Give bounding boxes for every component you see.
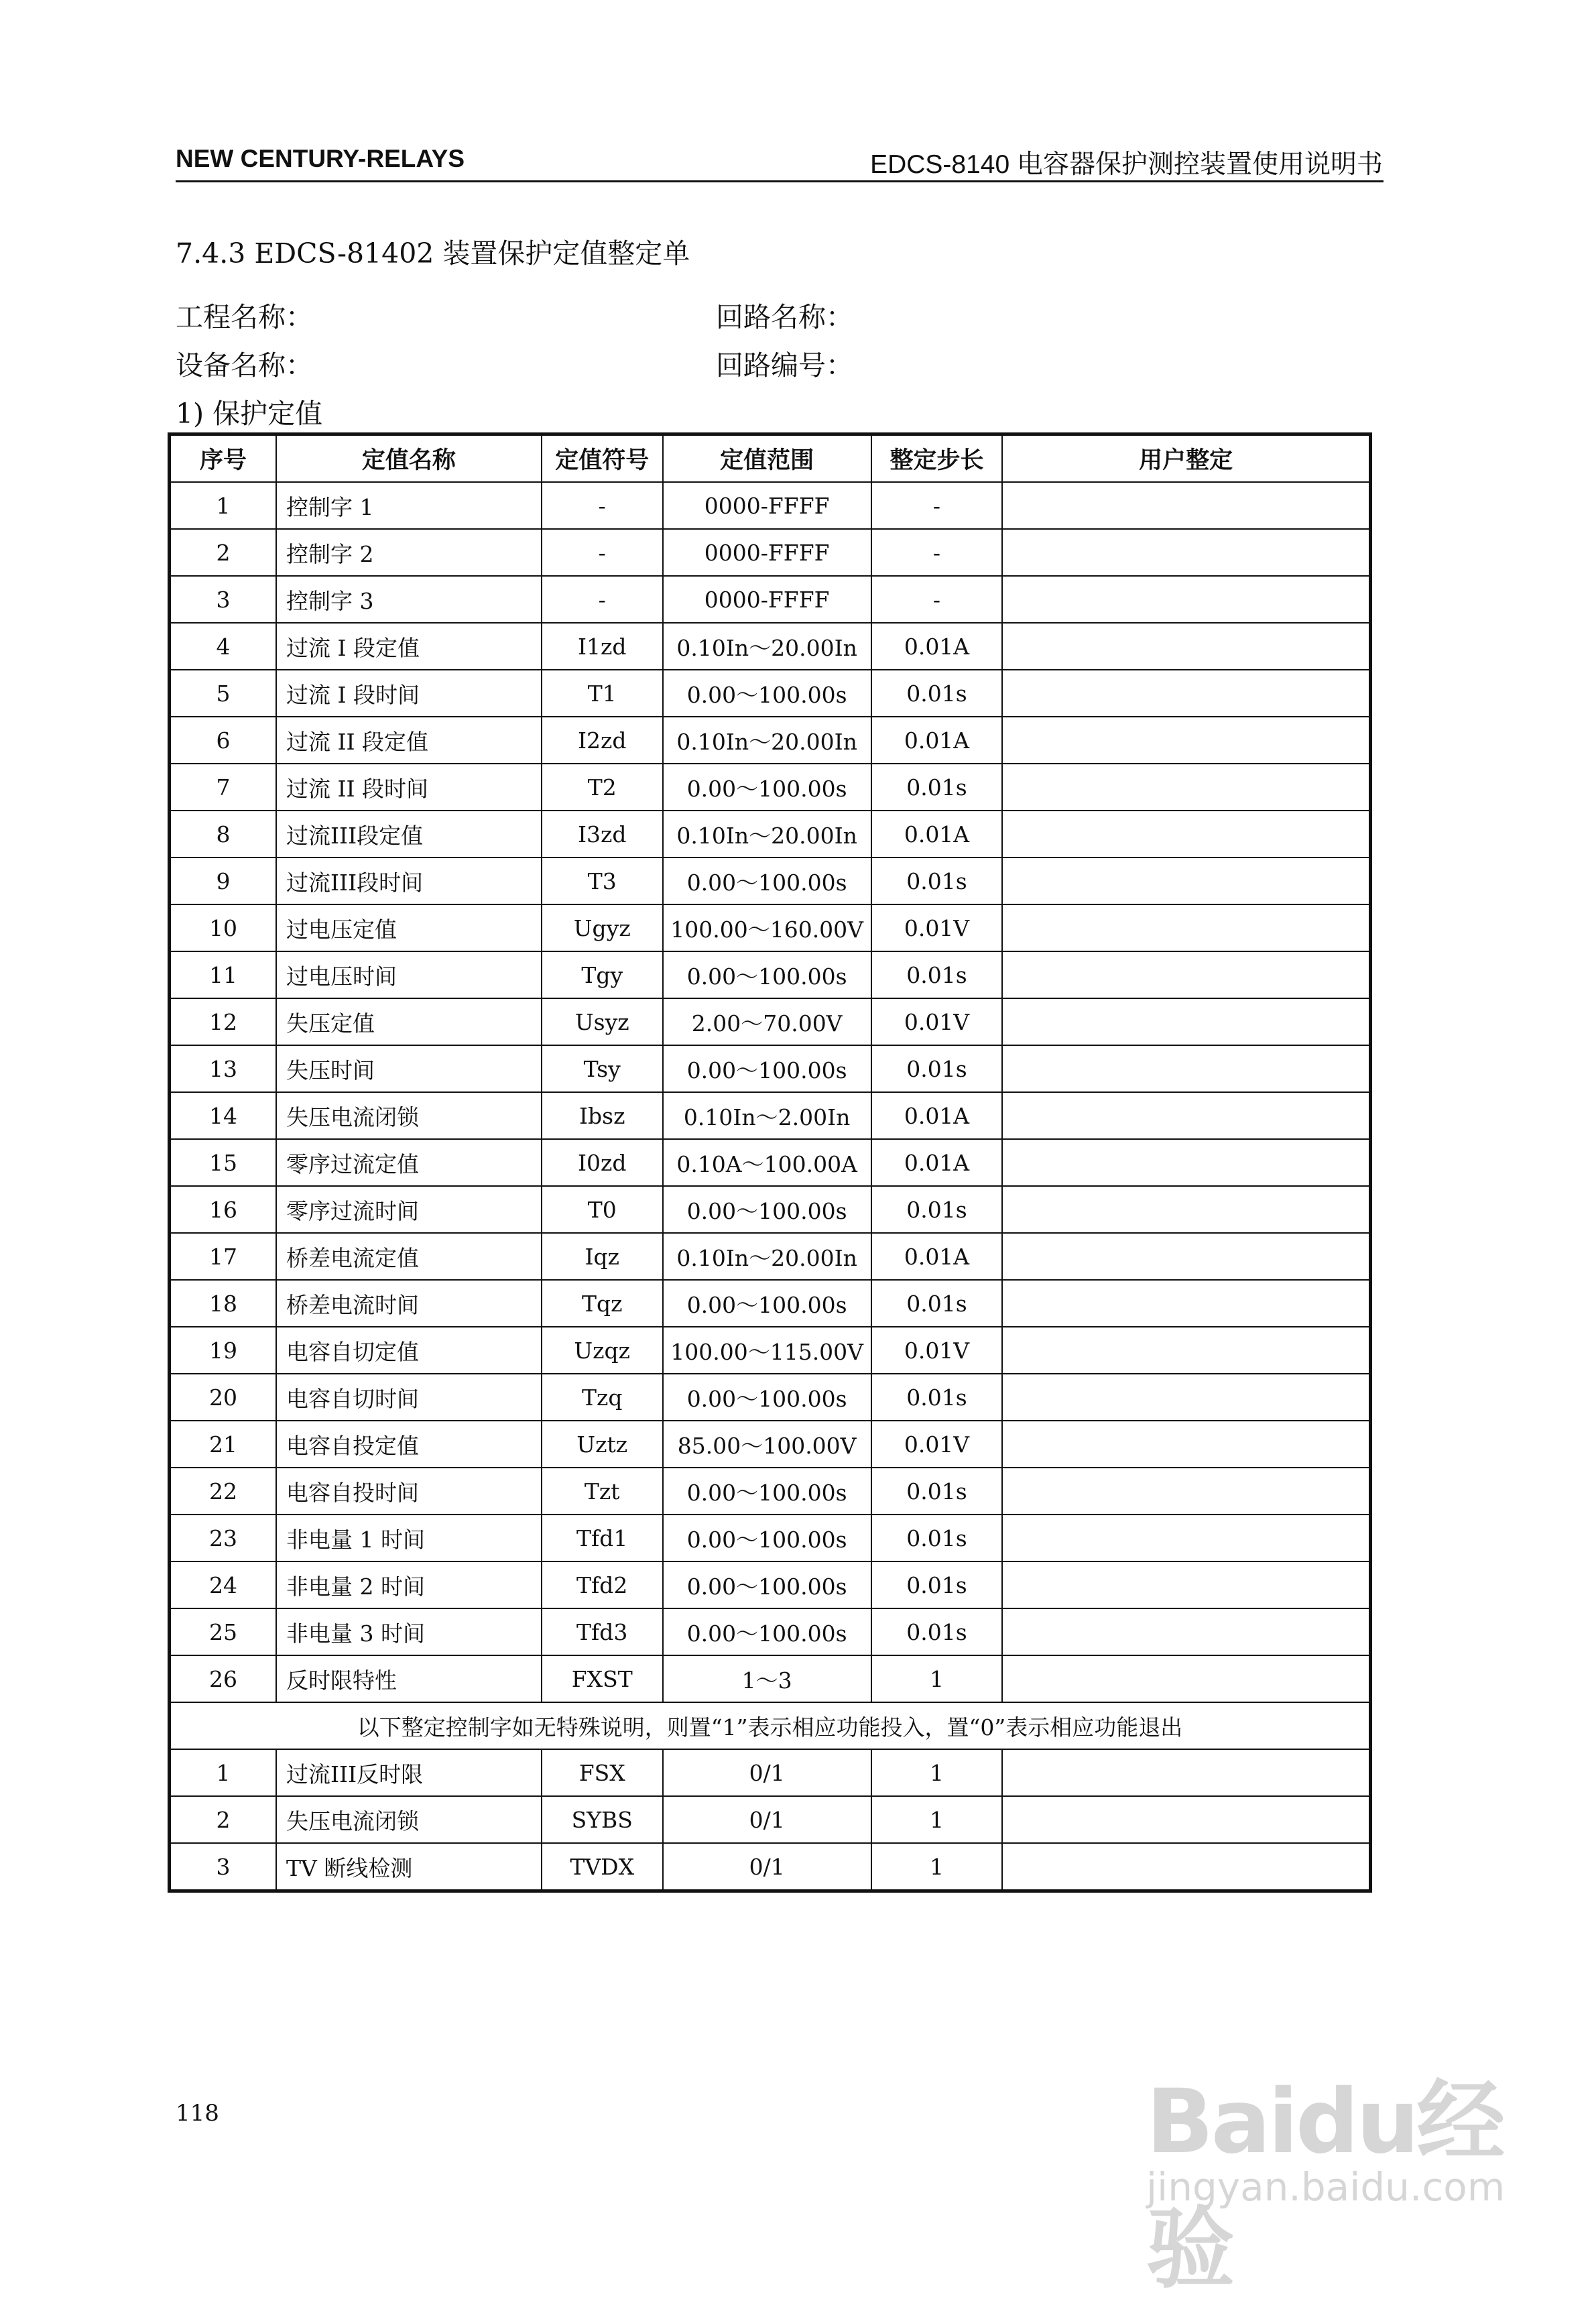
cell-name: 过流 I 段定值: [276, 623, 542, 670]
cell-user-setting: [1002, 1796, 1370, 1843]
cell-range: 0.00～100.00s: [663, 1280, 871, 1327]
cell-range: 0.10In～20.00In: [663, 717, 871, 764]
cell-user-setting: [1002, 1139, 1370, 1186]
cell-range: 1～3: [663, 1655, 871, 1702]
cell-name: 过流 I 段时间: [276, 670, 542, 717]
cell-name: 反时限特性: [276, 1655, 542, 1702]
cell-seq: 17: [170, 1233, 277, 1280]
cell-symbol: Uzqz: [542, 1327, 663, 1374]
cell-name: 零序过流定值: [276, 1139, 542, 1186]
cell-name: 控制字 3: [276, 576, 542, 623]
table-row: [170, 998, 1371, 1045]
cell-range: 0.00～100.00s: [663, 670, 871, 717]
cell-seq: 12: [170, 998, 277, 1045]
cell-name: 失压时间: [276, 1045, 542, 1092]
cell-seq: 6: [170, 717, 277, 764]
cell-name: 非电量 1 时间: [276, 1515, 542, 1561]
cell-symbol: Ugyz: [542, 904, 663, 951]
cell-range: 0.00～100.00s: [663, 951, 871, 998]
table-row: [170, 1561, 1371, 1608]
cell-seq: 19: [170, 1327, 277, 1374]
cell-symbol: Usyz: [542, 998, 663, 1045]
cell-range: 0/1: [663, 1796, 871, 1843]
cell-symbol: T2: [542, 764, 663, 811]
cell-step: 0.01s: [871, 1374, 1003, 1421]
cell-user-setting: [1002, 670, 1370, 717]
header-rule: [176, 180, 1384, 182]
cell-range: 0.00～100.00s: [663, 764, 871, 811]
control-word-row: [170, 1749, 1371, 1796]
cell-name: 过流 II 段定值: [276, 717, 542, 764]
cell-range: 0.00～100.00s: [663, 1515, 871, 1561]
cell-seq: 11: [170, 951, 277, 998]
cell-range: 100.00～115.00V: [663, 1327, 871, 1374]
cell-user-setting: [1002, 1045, 1370, 1092]
table-row: [170, 1468, 1371, 1515]
cell-step: 1: [871, 1796, 1003, 1843]
table-row: [170, 576, 1371, 623]
cell-seq: 4: [170, 623, 277, 670]
cell-step: 0.01A: [871, 1092, 1003, 1139]
cell-symbol: SYBS: [542, 1796, 663, 1843]
cell-name: 过流III段时间: [276, 858, 542, 904]
cell-user-setting: [1002, 1186, 1370, 1233]
cell-range: 0.10In～2.00In: [663, 1092, 871, 1139]
loop-name-label: 回路名称：: [716, 301, 853, 333]
cell-user-setting: [1002, 576, 1370, 623]
cell-user-setting: [1002, 529, 1370, 576]
cell-user-setting: [1002, 1468, 1370, 1515]
cell-seq: 8: [170, 811, 277, 858]
cell-symbol: TVDX: [542, 1843, 663, 1891]
cell-name: 过流III段定值: [276, 811, 542, 858]
cell-symbol: T3: [542, 858, 663, 904]
cell-seq: 22: [170, 1468, 277, 1515]
cell-user-setting: [1002, 1374, 1370, 1421]
cell-step: 0.01s: [871, 1468, 1003, 1515]
table-row: [170, 529, 1371, 576]
cell-seq: 1: [170, 1749, 277, 1796]
cell-seq: 15: [170, 1139, 277, 1186]
column-header-name: 定值名称: [276, 434, 542, 483]
cell-step: 0.01s: [871, 951, 1003, 998]
cell-range: 0.00～100.00s: [663, 1186, 871, 1233]
cell-seq: 3: [170, 1843, 277, 1891]
cell-step: 0.01s: [871, 1515, 1003, 1561]
cell-range: 0000-FFFF: [663, 529, 871, 576]
cell-range: 100.00～160.00V: [663, 904, 871, 951]
cell-symbol: I1zd: [542, 623, 663, 670]
cell-seq: 14: [170, 1092, 277, 1139]
column-header-range: 定值范围: [663, 434, 871, 483]
cell-range: 0.10In～20.00In: [663, 623, 871, 670]
cell-seq: 10: [170, 904, 277, 951]
cell-seq: 26: [170, 1655, 277, 1702]
cell-name: 过流III反时限: [276, 1749, 542, 1796]
column-header-user-setting: 用户整定: [1002, 434, 1370, 483]
table-row: [170, 1092, 1371, 1139]
cell-user-setting: [1002, 764, 1370, 811]
cell-name: 零序过流时间: [276, 1186, 542, 1233]
control-word-note-row: [170, 1702, 1371, 1749]
cell-name: 失压电流闭锁: [276, 1092, 542, 1139]
cell-user-setting: [1002, 1233, 1370, 1280]
cell-user-setting: [1002, 1421, 1370, 1468]
device-name-label: 设备名称：: [176, 349, 313, 381]
cell-step: 0.01V: [871, 904, 1003, 951]
cell-range: 0/1: [663, 1749, 871, 1796]
cell-range: 0000-FFFF: [663, 576, 871, 623]
loop-number-label: 回路编号：: [716, 349, 853, 381]
cell-symbol: Ibsz: [542, 1092, 663, 1139]
cell-seq: 5: [170, 670, 277, 717]
cell-user-setting: [1002, 811, 1370, 858]
cell-range: 0000-FFFF: [663, 482, 871, 529]
cell-name: 非电量 3 时间: [276, 1608, 542, 1655]
table-row: [170, 1515, 1371, 1561]
watermark-logo-text: Baidu经验: [1146, 2070, 1503, 2301]
cell-seq: 16: [170, 1186, 277, 1233]
cell-step: 0.01s: [871, 1280, 1003, 1327]
table-row: [170, 717, 1371, 764]
cell-seq: 21: [170, 1421, 277, 1468]
cell-seq: 2: [170, 529, 277, 576]
cell-name: 控制字 2: [276, 529, 542, 576]
cell-symbol: Iqz: [542, 1233, 663, 1280]
table-row: [170, 1327, 1371, 1374]
cell-user-setting: [1002, 951, 1370, 998]
cell-symbol: Uztz: [542, 1421, 663, 1468]
cell-step: 0.01A: [871, 717, 1003, 764]
cell-symbol: T1: [542, 670, 663, 717]
cell-name: 电容自投定值: [276, 1421, 542, 1468]
cell-name: 电容自投时间: [276, 1468, 542, 1515]
cell-step: 0.01s: [871, 858, 1003, 904]
cell-user-setting: [1002, 1561, 1370, 1608]
settings-table: [168, 432, 1372, 1893]
cell-user-setting: [1002, 717, 1370, 764]
cell-symbol: FSX: [542, 1749, 663, 1796]
cell-step: 0.01A: [871, 1139, 1003, 1186]
cell-user-setting: [1002, 482, 1370, 529]
cell-step: 1: [871, 1655, 1003, 1702]
cell-symbol: Tsy: [542, 1045, 663, 1092]
cell-step: 0.01s: [871, 1045, 1003, 1092]
cell-seq: 24: [170, 1561, 277, 1608]
cell-step: -: [871, 576, 1003, 623]
table-row: [170, 1045, 1371, 1092]
cell-user-setting: [1002, 1843, 1370, 1891]
cell-seq: 2: [170, 1796, 277, 1843]
cell-range: 0.10A～100.00A: [663, 1139, 871, 1186]
settings-table-body: [170, 482, 1371, 1891]
cell-range: 0.10In～20.00In: [663, 811, 871, 858]
cell-symbol: I3zd: [542, 811, 663, 858]
cell-seq: 3: [170, 576, 277, 623]
cell-range: 2.00～70.00V: [663, 998, 871, 1045]
cell-range: 0.00～100.00s: [663, 1374, 871, 1421]
cell-user-setting: [1002, 858, 1370, 904]
cell-symbol: -: [542, 576, 663, 623]
cell-range: 0/1: [663, 1843, 871, 1891]
cell-step: 0.01V: [871, 998, 1003, 1045]
control-word-note: 以下整定控制字如无特殊说明，则置“1”表示相应功能投入，置“0”表示相应功能退出: [170, 1702, 1371, 1749]
table-row: [170, 1186, 1371, 1233]
cell-user-setting: [1002, 623, 1370, 670]
cell-seq: 1: [170, 482, 277, 529]
cell-seq: 20: [170, 1374, 277, 1421]
cell-seq: 13: [170, 1045, 277, 1092]
column-header-step: 整定步长: [871, 434, 1003, 483]
table-row: [170, 811, 1371, 858]
cell-name: 过电压时间: [276, 951, 542, 998]
cell-name: TV 断线检测: [276, 1843, 542, 1891]
subheading-protection-settings: 1) 保护定值: [176, 398, 323, 430]
cell-name: 桥差电流时间: [276, 1280, 542, 1327]
table-row: [170, 1374, 1371, 1421]
header-document-title: EDCS-8140 电容器保护测控装置使用说明书: [870, 150, 1383, 179]
table-row: [170, 1421, 1371, 1468]
table-row: [170, 1608, 1371, 1655]
cell-symbol: Tfd3: [542, 1608, 663, 1655]
cell-seq: 7: [170, 764, 277, 811]
cell-user-setting: [1002, 1608, 1370, 1655]
cell-symbol: Tzq: [542, 1374, 663, 1421]
header-company: NEW CENTURY-RELAYS: [176, 145, 465, 172]
cell-user-setting: [1002, 1515, 1370, 1561]
cell-user-setting: [1002, 998, 1370, 1045]
cell-range: 0.00～100.00s: [663, 858, 871, 904]
cell-range: 0.00～100.00s: [663, 1561, 871, 1608]
cell-user-setting: [1002, 1280, 1370, 1327]
cell-name: 电容自切定值: [276, 1327, 542, 1374]
cell-step: -: [871, 482, 1003, 529]
cell-symbol: I0zd: [542, 1139, 663, 1186]
cell-name: 非电量 2 时间: [276, 1561, 542, 1608]
table-row: [170, 764, 1371, 811]
table-row: [170, 904, 1371, 951]
cell-range: 0.00～100.00s: [663, 1608, 871, 1655]
cell-name: 失压定值: [276, 998, 542, 1045]
cell-symbol: Tqz: [542, 1280, 663, 1327]
cell-symbol: I2zd: [542, 717, 663, 764]
baidu-watermark: [1133, 2044, 1508, 2301]
table-row: [170, 623, 1371, 670]
cell-step: 0.01s: [871, 1186, 1003, 1233]
table-row: [170, 1655, 1371, 1702]
cell-user-setting: [1002, 1327, 1370, 1374]
cell-user-setting: [1002, 904, 1370, 951]
cell-step: 0.01s: [871, 1608, 1003, 1655]
cell-symbol: Tgy: [542, 951, 663, 998]
control-word-row: [170, 1843, 1371, 1891]
cell-name: 桥差电流定值: [276, 1233, 542, 1280]
cell-seq: 18: [170, 1280, 277, 1327]
table-row: [170, 482, 1371, 529]
table-row: [170, 951, 1371, 998]
cell-step: 1: [871, 1749, 1003, 1796]
project-name-label: 工程名称：: [176, 301, 313, 333]
cell-user-setting: [1002, 1092, 1370, 1139]
control-word-row: [170, 1796, 1371, 1843]
table-row: [170, 858, 1371, 904]
cell-name: 过电压定值: [276, 904, 542, 951]
table-header-row: [170, 434, 1371, 483]
cell-name: 失压电流闭锁: [276, 1796, 542, 1843]
section-title: 7.4.3 EDCS-81402 装置保护定值整定单: [176, 237, 690, 270]
cell-step: 0.01A: [871, 1233, 1003, 1280]
page-number: 118: [176, 2100, 219, 2127]
cell-range: 0.10In～20.00In: [663, 1233, 871, 1280]
cell-range: 85.00～100.00V: [663, 1421, 871, 1468]
watermark-url: jingyan.baidu.com: [1146, 2164, 1506, 2210]
cell-seq: 9: [170, 858, 277, 904]
cell-symbol: Tfd1: [542, 1515, 663, 1561]
cell-seq: 23: [170, 1515, 277, 1561]
table-row: [170, 670, 1371, 717]
table-row: [170, 1139, 1371, 1186]
cell-symbol: -: [542, 482, 663, 529]
table-row: [170, 1233, 1371, 1280]
cell-seq: 25: [170, 1608, 277, 1655]
cell-name: 控制字 1: [276, 482, 542, 529]
cell-step: 1: [871, 1843, 1003, 1891]
column-header-seq: 序号: [170, 434, 277, 483]
column-header-symbol: 定值符号: [542, 434, 663, 483]
cell-step: -: [871, 529, 1003, 576]
cell-step: 0.01A: [871, 811, 1003, 858]
cell-symbol: T0: [542, 1186, 663, 1233]
cell-symbol: -: [542, 529, 663, 576]
table-row: [170, 1280, 1371, 1327]
cell-user-setting: [1002, 1655, 1370, 1702]
cell-step: 0.01A: [871, 623, 1003, 670]
cell-user-setting: [1002, 1749, 1370, 1796]
cell-step: 0.01V: [871, 1327, 1003, 1374]
cell-symbol: FXST: [542, 1655, 663, 1702]
cell-symbol: Tfd2: [542, 1561, 663, 1608]
cell-name: 电容自切时间: [276, 1374, 542, 1421]
cell-name: 过流 II 段时间: [276, 764, 542, 811]
cell-step: 0.01V: [871, 1421, 1003, 1468]
cell-range: 0.00～100.00s: [663, 1468, 871, 1515]
cell-range: 0.00～100.00s: [663, 1045, 871, 1092]
cell-step: 0.01s: [871, 764, 1003, 811]
cell-step: 0.01s: [871, 670, 1003, 717]
cell-symbol: Tzt: [542, 1468, 663, 1515]
cell-step: 0.01s: [871, 1561, 1003, 1608]
